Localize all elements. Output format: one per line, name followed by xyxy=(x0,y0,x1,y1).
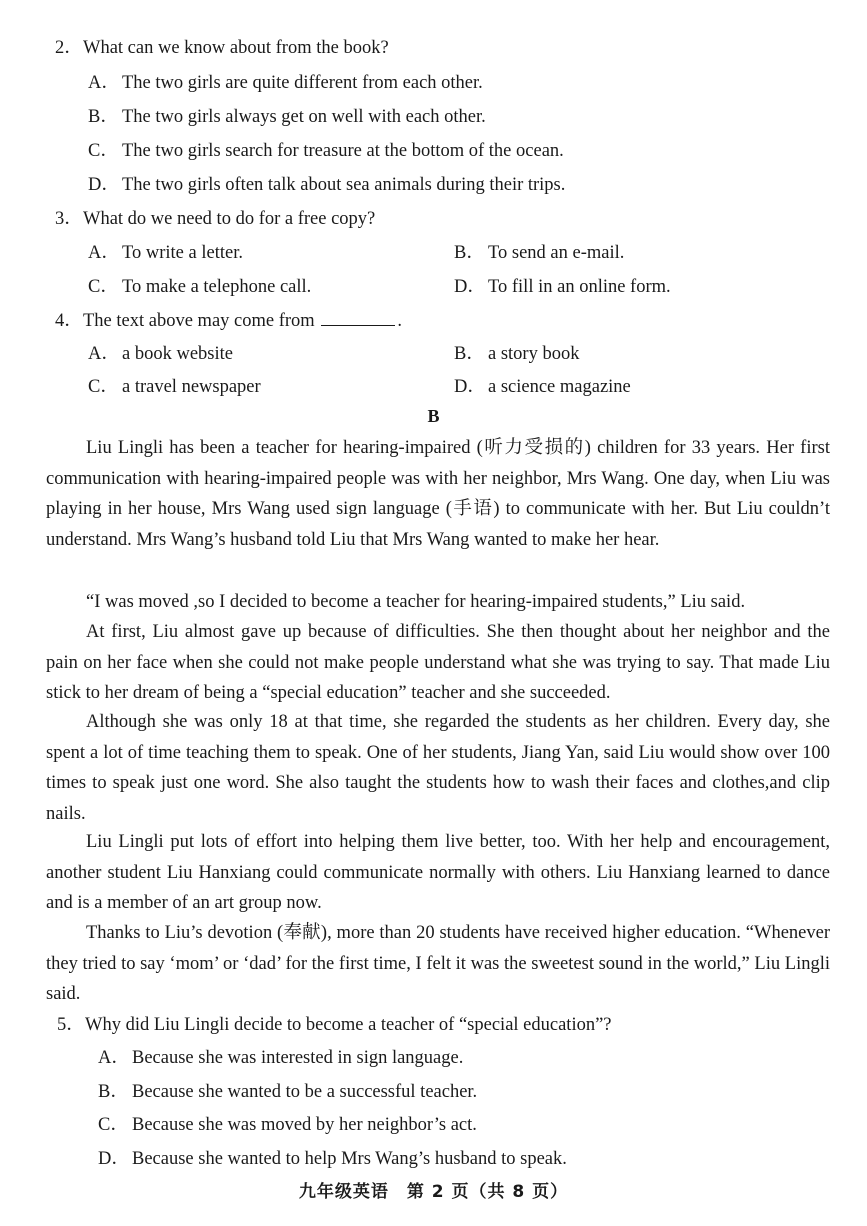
question-4-option-b[interactable] xyxy=(454,342,579,366)
question-5-option-a[interactable] xyxy=(98,1046,463,1070)
option-letter: D． xyxy=(454,277,486,297)
option-letter: A． xyxy=(88,243,120,263)
question-2-stem xyxy=(55,36,389,60)
question-text: Why did Liu Lingli decide to become a teacher of “special education”? xyxy=(85,1015,612,1035)
option-letter: A． xyxy=(88,344,120,364)
question-4-option-d[interactable] xyxy=(454,375,631,399)
option-letter: C． xyxy=(98,1115,129,1135)
option-text: The two girls search for treasure at the bottom of the ocean. xyxy=(122,141,564,161)
option-letter: C． xyxy=(88,141,119,161)
question-3-stem xyxy=(55,207,375,231)
option-letter: A． xyxy=(88,73,120,93)
question-5-option-c[interactable] xyxy=(98,1113,477,1137)
question-2-option-a[interactable] xyxy=(88,71,483,95)
question-2-option-d[interactable] xyxy=(88,173,565,197)
page-footer: 九年级英语 第 2 页（共 8 页） xyxy=(298,1182,569,1202)
question-2-option-c[interactable] xyxy=(88,139,564,163)
option-letter: B． xyxy=(98,1082,129,1102)
option-letter: B． xyxy=(454,344,485,364)
option-text: To send an e-mail. xyxy=(488,243,625,263)
option-letter: D． xyxy=(454,377,486,397)
question-2-option-b[interactable] xyxy=(88,105,486,129)
option-text: a science magazine xyxy=(488,377,631,397)
option-text: To write a letter. xyxy=(122,243,243,263)
option-text: The two girls often talk about sea animals during their trips. xyxy=(122,175,566,195)
question-text-end: . xyxy=(397,311,402,331)
passage-paragraph-2: “I was moved ,so I decided to become a teacher for hearing-impaired students,” Liu said. xyxy=(86,592,746,612)
question-4-option-a[interactable] xyxy=(88,342,233,366)
option-text: Because she wanted to help Mrs Wang’s husband to speak. xyxy=(132,1149,567,1169)
option-text: a travel newspaper xyxy=(122,377,261,397)
option-letter: A． xyxy=(98,1048,130,1068)
question-3-option-b[interactable] xyxy=(454,241,624,265)
question-number: 3． xyxy=(55,209,83,229)
question-text: What can we know about from the book? xyxy=(83,38,389,58)
option-text: The two girls are quite different from each other. xyxy=(122,73,483,93)
option-text: Because she wanted to be a successful teacher. xyxy=(132,1082,478,1102)
question-3-option-c[interactable] xyxy=(88,275,311,299)
passage-paragraph-5: Liu Lingli put lots of effort into helping them live better, too. With her help and encouragement, another student Liu Hanxiang could communicate normally with others. Liu Hanxiang learned to dance and is a member of an art group now. xyxy=(46,832,830,913)
option-text: a story book xyxy=(488,344,580,364)
passage-paragraph-6: Thanks to Liu’s devotion (奉献), more than 20 students have received higher education. “Whenever they tried to say ‘mom’ or ‘dad’ for the first time, I felt it was the sweetest sound in the world,” Liu Lingli said. xyxy=(46,923,830,1004)
answer-blank[interactable] xyxy=(321,309,395,326)
option-text: Because she was interested in sign language. xyxy=(132,1048,464,1068)
passage-paragraph-3: At first, Liu almost gave up because of difficulties. She then thought about her neighbor and the pain on her face when she could not make people understand what she was trying to say. That made Liu stick to her dream of being a “special education” teacher and she succeeded. xyxy=(46,622,830,703)
question-3-option-d[interactable] xyxy=(454,275,671,299)
question-4-option-c[interactable] xyxy=(88,375,261,399)
question-number: 4． xyxy=(55,311,83,331)
passage-paragraph-4: Although she was only 18 at that time, she regarded the students as her children. Every day, she spent a lot of time teaching them to speak. One of her students, Jiang Yan, said Liu would show over 100 times to speak just one word. She also taught the students how to wash their faces and clothes,and clip nails. xyxy=(46,712,830,824)
option-text: To fill in an online form. xyxy=(488,277,671,297)
option-letter: D． xyxy=(98,1149,130,1169)
question-4-stem xyxy=(55,309,402,333)
option-letter: B． xyxy=(454,243,485,263)
question-number: 5． xyxy=(57,1015,85,1035)
question-text: What do we need to do for a free copy? xyxy=(83,209,376,229)
question-5-stem xyxy=(57,1013,612,1037)
question-text: The text above may come from xyxy=(83,311,315,331)
question-5-option-d[interactable] xyxy=(98,1147,567,1171)
passage-paragraph-1: Liu Lingli has been a teacher for hearing-impaired (听力受损的) children for 33 years. Her first communication with hearing-impaired people was with her neighbor, Mrs Wang. One day, when Liu was playing in her house, Mrs Wang used sign language (手语) to communicate with her. But Liu couldn’t understand. Mrs Wang’s husband told Liu that Mrs Wang wanted to make her hear. xyxy=(46,438,830,550)
option-letter: C． xyxy=(88,377,119,397)
option-letter: C． xyxy=(88,277,119,297)
section-title: B xyxy=(427,406,440,426)
question-3-option-a[interactable] xyxy=(88,241,243,265)
option-text: To make a telephone call. xyxy=(122,277,312,297)
option-text: The two girls always get on well with each other. xyxy=(122,107,486,127)
option-text: Because she was moved by her neighbor’s act. xyxy=(132,1115,477,1135)
option-letter: D． xyxy=(88,175,120,195)
question-number: 2． xyxy=(55,38,83,58)
question-5-option-b[interactable] xyxy=(98,1080,477,1104)
option-letter: B． xyxy=(88,107,119,127)
option-text: a book website xyxy=(122,344,233,364)
